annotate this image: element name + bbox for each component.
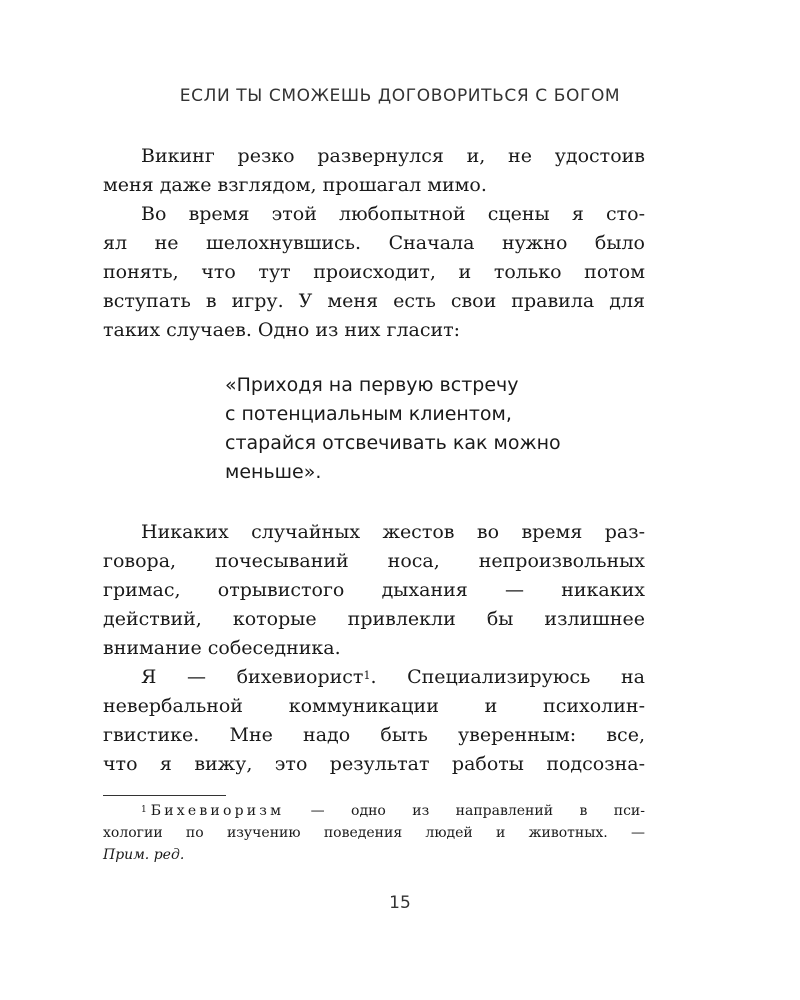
paragraph-line: гвистике. Мне надо быть уверенным: все, — [103, 724, 645, 746]
footnote-text: — одно из направлений в пси- — [284, 803, 645, 819]
paragraph-line: невербальной коммуникации и психолин- — [103, 695, 645, 717]
paragraph-line: гримас, отрывистого дыхания — никаких — [103, 579, 645, 601]
footnote-line — [103, 800, 645, 822]
paragraph-line: вступать в игру. У меня есть свои правила для — [103, 290, 645, 312]
paragraph-line: таких случаев. Одно из них гласит: — [103, 319, 461, 341]
footnote — [103, 800, 645, 866]
paragraph-line: Викинг резко развернулся и, не удостоив — [141, 145, 645, 167]
quote-line: старайся отсвечивать как можно — [225, 432, 561, 454]
paragraph-line: Во время этой любопытной сцены я сто- — [141, 203, 645, 225]
paragraph-text: . Специализируюсь на — [370, 666, 645, 688]
paragraph-text: Я — бихевиорист — [141, 666, 364, 688]
quote-line: «Приходя на первую встречу — [225, 374, 519, 396]
paragraph-line: внимание собеседника. — [103, 637, 341, 659]
paragraph-3 — [103, 518, 645, 663]
footnote-editor-note: Прим. ред. — [103, 847, 185, 863]
paragraph-line: меня даже взглядом, прошагал мимо. — [103, 174, 487, 196]
paragraph-line: что я вижу, это результат работы подсозна- — [103, 753, 645, 775]
paragraph-line — [103, 663, 645, 692]
footnote-number: 1 — [141, 805, 147, 815]
paragraph-line: Никаких случайных жестов во время раз- — [141, 521, 645, 543]
paragraph-line: действий, которые привлекли бы излишнее — [103, 608, 645, 630]
paragraph-2 — [103, 200, 645, 345]
footnote-reference: 1 — [363, 669, 371, 682]
paragraph-line: говора, почесываний носа, непроизвольных — [103, 550, 645, 572]
paragraph-4 — [103, 663, 645, 779]
paragraph-line: ял не шелохнувшись. Сначала нужно было — [103, 232, 645, 254]
quote-line: меньше». — [225, 461, 322, 483]
quote-line: с потенциальным клиентом, — [225, 403, 512, 425]
footnote-term: Бихевиоризм — [150, 803, 285, 819]
epigraph-quote — [225, 371, 665, 487]
footnote-divider — [103, 795, 226, 796]
paragraph-line: понять, что тут происходит, и только потом — [103, 261, 645, 283]
running-head: ЕСЛИ ТЫ СМОЖЕШЬ ДОГОВОРИТЬСЯ С БОГОМ — [179, 86, 621, 106]
paragraph-1 — [103, 142, 645, 200]
footnote-line: хологии по изучению поведения людей и животных. — — [103, 825, 645, 841]
page-number: 15 — [389, 893, 411, 913]
